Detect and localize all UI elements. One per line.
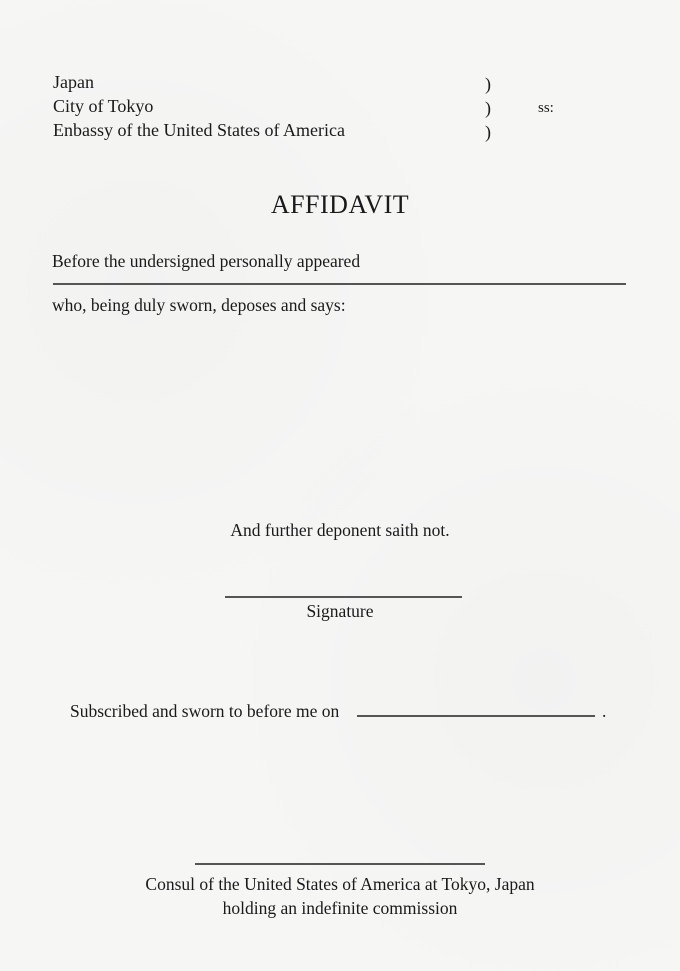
consul-signature-line[interactable] [195, 863, 485, 865]
venue-city: City of Tokyo [53, 96, 154, 116]
subscribed-period: . [602, 701, 607, 721]
venue-ss: ss: [538, 100, 554, 116]
appearance-before-text: Before the undersigned personally appeared [52, 251, 361, 271]
signature-label: Signature [306, 601, 374, 621]
signature-line[interactable] [225, 596, 462, 598]
consul-title-line1: Consul of the United States of America at Tokyo, Japan [145, 874, 535, 894]
consul-title-line2: holding an indefinite commission [222, 898, 458, 918]
affiant-name-line[interactable] [53, 283, 626, 285]
venue-paren-3: ) [485, 122, 491, 142]
venue-paren-2: ) [485, 98, 491, 118]
venue-embassy: Enbassy of the United States of America [53, 120, 345, 140]
venue-country: Japan [53, 72, 94, 92]
date-line[interactable] [357, 715, 595, 717]
appearance-sworn-text: who, being duly sworn, deposes and says: [52, 295, 346, 315]
subscribed-text: Subscribed and sworn to before me on [70, 701, 340, 721]
venue-paren-1: ) [485, 74, 491, 94]
further-deponent-text: And further deponent saith not. [230, 520, 450, 540]
page-title: AFFIDAVIT [270, 190, 410, 219]
